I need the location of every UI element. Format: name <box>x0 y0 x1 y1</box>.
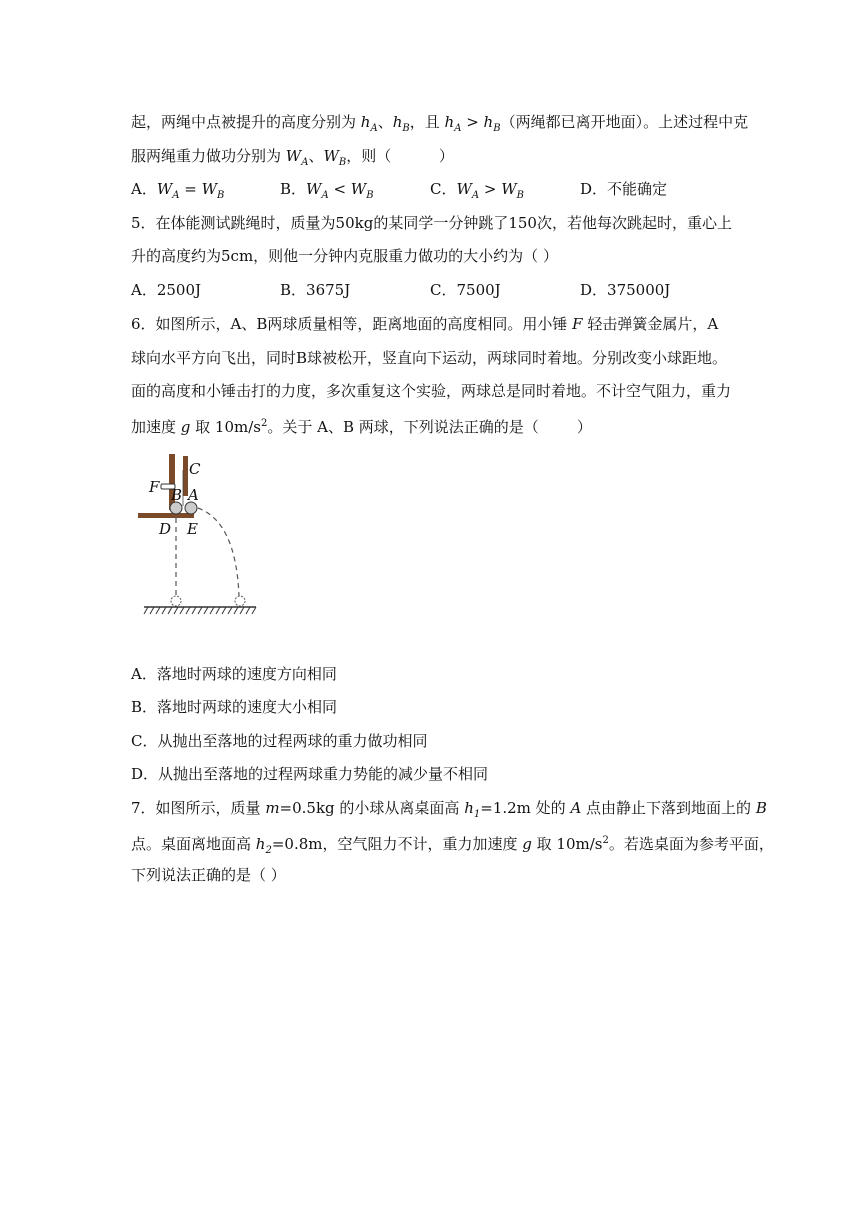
q6-line4: 加速度 g 取 $10m/s^2$。关于 A、B 两球，下列说法正确的是（ ） <box>131 418 592 436</box>
q5-line1: 5．在体能测试跳绳时，质量为50kg的某同学一分钟跳了150次，若他每次跳起时，重心上 <box>131 214 732 232</box>
q4-line2: 服两绳重力做功分别为 $W_A$、$W_B$，则（ ） <box>131 147 454 168</box>
q7-line2: 点。桌面离地面高 $h_2=0.8m$，空气阻力不计，重力加速度 g 取 $10m/s^2$。若选桌面为参考平面， <box>131 835 774 856</box>
platform <box>138 513 194 518</box>
q6-line2: 球向水平方向飞出，同时B球被松开，竖直向下运动，两球同时着地。分别改变小球距地。 <box>131 349 728 367</box>
q5-option-a: A．2500J <box>131 281 202 299</box>
q6-option-c: C．从抛出至落地的过程两球的重力做功相同 <box>131 732 428 750</box>
q6-experiment-figure <box>138 450 262 620</box>
q4-option-b: B．$W_A < W_B$ <box>280 180 374 201</box>
label-e: E <box>187 520 198 538</box>
q6-option-b: B．落地时两球的速度大小相同 <box>131 698 338 716</box>
q4-option-d: D．不能确定 <box>580 180 668 198</box>
label-f: F <box>149 478 160 496</box>
q7-line1: 7．如图所示，质量 m=0.5kg 的小球从离桌面高 $h_1=1.2m$ 处的 A 点由静止下落到地面上的 B <box>131 799 767 820</box>
q6-line3: 面的高度和小锤击打的力度，多次重复这个实验，两球总是同时着地。不计空气阻力，重力 <box>131 382 732 400</box>
label-d: D <box>159 520 172 538</box>
label-b: B <box>171 486 183 504</box>
ball-a-landed <box>235 596 245 606</box>
ball-b-landed <box>171 596 181 606</box>
q5-option-c: C．7500J <box>430 281 501 299</box>
q6-option-a: A．落地时两球的速度方向相同 <box>131 665 337 683</box>
q5-option-d: D．375000J <box>580 281 671 299</box>
q5-option-b: B．3675J <box>280 281 351 299</box>
label-a: A <box>188 486 199 504</box>
q6-option-d: D．从抛出至落地的过程两球重力势能的减少量不相同 <box>131 765 489 783</box>
q7-line3: 下列说法正确的是（ ） <box>131 866 286 884</box>
q4-option-c: C．$W_A > W_B$ <box>430 180 525 201</box>
label-c: C <box>189 460 201 478</box>
q4-option-a: A．$W_A = W_B$ <box>131 180 225 201</box>
q4-line1: 起，两绳中点被提升的高度分别为 $h_A$、$h_B$，且 $h_A > h_B$（两绳都已离开地面）。上述过程中克 <box>131 113 749 134</box>
q6-line1: 6．如图所示，A、B两球质量相等，距离地面的高度相同。用小锤 F 轻击弹簧金属片，A <box>131 315 719 333</box>
q5-line2: 升的高度约为5cm，则他一分钟内克服重力做功的大小约为（ ） <box>131 247 558 265</box>
trajectory-a <box>198 508 239 596</box>
